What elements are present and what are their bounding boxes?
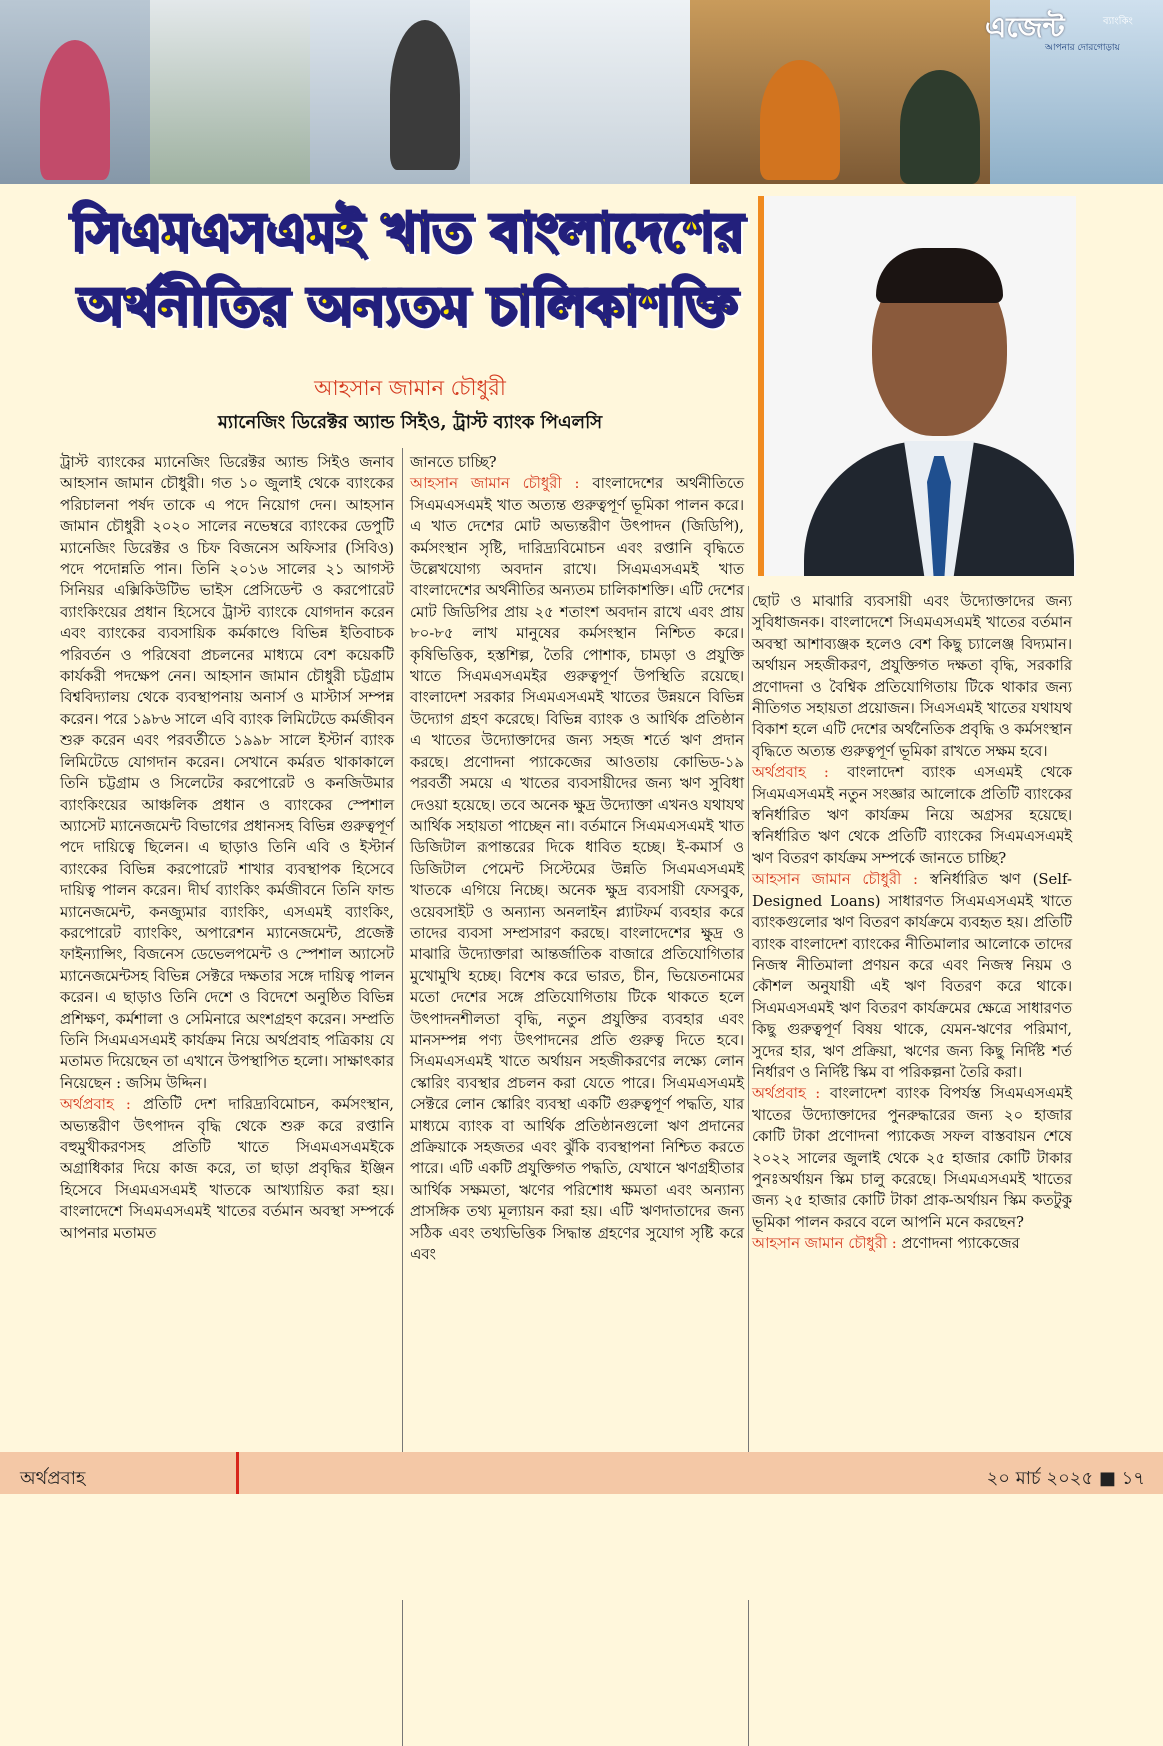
logo-sub: ব্যাংকিং [1103,16,1133,27]
question-text: প্রতিটি দেশ দারিদ্র্যবিমোচন, কর্মসংস্থান, অভ্যন্তরীণ উৎপাদন বৃদ্ধি থেকে শুরু করে রপ্তানি বহুমুখীকরণসহ প্রতিটি খাতে সিএমএসএমইকে অগ্রাধিকার দিয়ে কাজ করে, তা ছাড়া প্রবৃদ্ধির ইঞ্জিন হিসেবে সিএমএসএমই খাতকে আখ্যায়িত করা হয়। বাংলাদেশে সিএমএসএমই খাতের বর্তমান অবস্থা সম্পর্কে আপনার মতামত [60,1096,394,1242]
question-label: অর্থপ্রবাহ : [752,764,829,782]
footer-publication: অর্থপ্রবাহ [20,1468,86,1489]
question-text: বাংলাদেশ ব্যাংক বিপর্যস্ত সিএমএসএমই খাতের উদ্যোক্তাদের পুনরুদ্ধারের জন্য ২০ হাজার কোটি টাকা প্রণোদনা প্যাকেজ সফল বাস্তবায়ন শেষে ২০২২ সালের জুলাই থেকে ২৫ হাজার কোটি টাকার পুনঃঅর্থায়ন স্কিম চালু করেছে। সিএমএসএমই খাতের জন্য ২৫ হাজার কোটি টাকা প্রাক-অর্থায়ন স্কিম কতটুকু ভূমিকা পালন করবে বলে আপনি মনে করছেন? [752,1085,1072,1231]
question-label: অর্থপ্রবাহ : [60,1096,131,1114]
author-designation: ম্যানেজিং ডিরেক্টর অ্যান্ড সিইও, ট্রাস্ট ব্যাংক পিএলসি [217,412,603,433]
footer-blank [0,1494,1163,1600]
banner-figure [760,60,840,180]
question-1 [60,1094,394,1244]
question-2 [752,762,1072,869]
footer-date-page: ২০ মার্চ ২০২৫ ■ ১৭ [986,1468,1145,1489]
answer-2 [752,869,1072,1083]
headline-line-2: অর্থনীতির অন্যতম চালিকাশক্তি [77,276,737,337]
article-column-2 [410,452,744,1265]
question-text: বাংলাদেশ ব্যাংক এসএমই থেকে সিএমএসএমই নতুন সংজ্ঞার আলোকে প্রতিটি ব্যাংকের স্বনির্ধারিত ঋণ কার্যক্রম নিয়ে অগ্রসর হয়েছে। স্বনির্ধারিত ঋণ থেকে প্রতিটি ব্যাংকের সিএমএসএমই ঋণ বিতরণ কার্যক্রম সম্পর্কে জানতে চাচ্ছি? [752,764,1072,867]
answer-text: স্বনির্ধারিত ঋণ (Self-Designed Loans) সাধারণত সিএমএসএমই খাতে ব্যাংকগুলোর ঋণ বিতরণ কার্যক্রমে ব্যবহৃত হয়। প্রতিটি ব্যাংক বাংলাদেশ ব্যাংকের নীতিমালার আলোকে তাদের নিজস্ব নীতিমালা প্রণয়ন করে এবং নিজস্ব নিয়ম ও কৌশল অনুযায়ী এই ঋণ বিতরণ করে থাকে। সিএমএসএমই ঋণ বিতরণ কার্যক্রমের ক্ষেত্রে সাধারণত কিছু গুরুত্বপূর্ণ বিষয় থাকে, যেমন-ঋণের পরিমাণ, সুদের হার, ঋণ প্রক্রিয়া, ঋণের জন্য কিছু নির্দিষ্ট শর্ত নির্ধারণ ও নির্দিষ্ট স্কিম বা পরিকল্পনা তৈরি করা। [752,871,1072,1081]
agent-banking-logo [985,6,1155,53]
banner-card-terminal-photo [470,0,690,184]
question-1-end: জানতে চাচ্ছি? [410,454,497,471]
banner-image [0,0,1163,184]
logo-text: এজেন্ট [985,11,1065,44]
banner-figure [40,40,110,180]
question-label: অর্থপ্রবাহ : [752,1085,821,1103]
article-headline [62,196,752,344]
banner-figure [390,20,460,170]
answer-1 [410,473,744,1265]
answer-label: আহসান জামান চৌধুরী : [752,1235,897,1253]
answer-text: বাংলাদেশের অর্থনীতিতে সিএমএসএমই খাত অত্যন্ত গুরুত্বপূর্ণ ভূমিকা পালন করে। এ খাত দেশের মোট অভ্যন্তরীণ উৎপাদন (জিডিপি), কর্মসংস্থান সৃষ্টি, দারিদ্র্যবিমোচন এবং রপ্তানি বৃদ্ধিতে উল্লেখযোগ্য অবদান রাখে। সিএমএসএমই খাত বাংলাদেশের অর্থনীতির অন্যতম চালিকাশক্তি। এটি দেশের মোট জিডিপির প্রায় ২৫ শতাংশ অবদান রাখে এবং প্রায় ৮০-৮৫ লাখ মানুষের কর্মসংস্থান নিশ্চিত করে। কৃষিভিত্তিক, হস্তশিল্প, তৈরি পোশাক, চামড়া ও প্রযুক্তি খাতে সিএমএসএমইর গুরুত্বপূর্ণ উপস্থিতি রয়েছে। বাংলাদেশ সরকার সিএমএসএমই খাতের উন্নয়নে বিভিন্ন উদ্যোগ গ্রহণ করেছে। বিভিন্ন ব্যাংক ও আর্থিক প্রতিষ্ঠান এ খাতের উদ্যোক্তাদের জন্য সহজ শর্তে ঋণ প্রদান করছে। প্রণোদনা প্যাকেজের আওতায় কোভিড-১৯ পরবর্তী সময়ে এ খাতের ব্যবসায়ীদের জন্য ঋণ সুবিধা দেওয়া হয়েছে। তবে অনেক ক্ষুদ্র উদ্যোক্তা এখনও যথাযথ আর্থিক সহায়তা পাচ্ছেন না। বর্তমানে সিএমএসএমই খাত ডিজিটাল রূপান্তরের দিকে ধাবিত হচ্ছে। ই-কমার্স ও ডিজিটাল পেমেন্ট সিস্টেমের উন্নতি সিএমএসএমই খাতকে এগিয়ে নিচ্ছে। অনেক ক্ষুদ্র ব্যবসায়ী ফেসবুক, ওয়েবসাইট ও অন্যান্য অনলাইন প্ল্যাটফর্ম ব্যবহার করে তাদের ব্যবসা সম্প্রসারণ করছে। বাংলাদেশের ক্ষুদ্র ও মাঝারি উদ্যোক্তারা আন্তর্জাতিক বাজারে প্রতিযোগিতার মুখোমুখি হচ্ছে। বিশেষ করে ভারত, চীন, ভিয়েতনামের মতো দেশের সঙ্গে প্রতিযোগিতায় টিকে থাকতে হলে উৎপাদনশীলতা বৃদ্ধি, নতুন প্রযুক্তির ব্যবহার এবং মানসম্পন্ন পণ্য উৎপাদনের প্রতি গুরুত্ব দিতে হবে। সিএমএসএমই খাতে অর্থায়ন সহজীকরণের লক্ষ্যে লোন স্কোরিং ব্যবস্থার প্রচলন করা যেতে পারে। সিএমএসএমই সেক্টরে লোন স্কোরিং ব্যবস্থা একটি গুরুত্বপূর্ণ পদ্ধতি, যার মাধ্যমে ব্যাংক বা আর্থিক প্রতিষ্ঠানগুলো ঋণ প্রদানের প্রক্রিয়াকে সহজতর এবং ঝুঁকি ব্যবস্থাপনা নিশ্চিত করতে পারে। এটি একটি প্রযুক্তিগত পদ্ধতি, যেখানে ঋণগ্রহীতার আর্থিক সক্ষমতা, ঋণের পরিশোধ ক্ষমতা এবং অন্যান্য প্রাসঙ্গিক তথ্য মূল্যায়ন করা হয়। এটি ঋণদাতাদের জন্য সঠিক এবং তথ্যভিত্তিক সিদ্ধান্ত গ্রহণের সুযোগ সৃষ্টি করে এবং [410,475,744,1264]
article-column-3 [752,591,1072,1255]
answer-1-continued: ছোট ও মাঝারি ব্যবসায়ী এবং উদ্যোক্তাদের জন্য সুবিধাজনক। বাংলাদেশে সিএমএসএমই খাতের বর্তমান অবস্থা আশাব্যঞ্জক হলেও বেশ কিছু চ্যালেঞ্জ বিদ্যমান। অর্থায়ন সহজীকরণ, প্রযুক্তিগত দক্ষতা বৃদ্ধি, সরকারি প্রণোদনা ও বৈশ্বিক প্রতিযোগিতায় টিকে থাকার জন্য নীতিগত সহায়তা প্রয়োজন। সিএসএমই খাতের যথাযথ বিকাশ হলে এটি দেশের অর্থনৈতিক প্রবৃদ্ধি ও কর্মসংস্থান বৃদ্ধিতে অত্যন্ত গুরুত্বপূর্ণ ভূমিকা রাখতে সক্ষম হবে। [752,593,1072,760]
banner-figure [900,70,980,184]
author-name: আহসান জামান চৌধুরী [314,376,506,400]
intro-paragraph: ট্রাস্ট ব্যাংকের ম্যানেজিং ডিরেক্টর অ্যান্ড সিইও জনাব আহসান জামান চৌধুরী। গত ১০ জুলাই থেকে ব্যাংকের পরিচালনা পর্ষদ তাকে এ পদে নিয়োগ দেন। আহসান জামান চৌধুরী ২০২০ সালের নভেম্বরে ব্যাংকের ডেপুটি ম্যানেজিং ডিরেক্টর ও চিফ বিজনেস অফিসার (সিবিও) পদে পদোন্নতি পান। তিনি ২০১৬ সালের ২১ আগস্ট সিনিয়র এক্সিকিউটিভ ভাইস প্রেসিডেন্ট ও করপোরেট ব্যাংকিংয়ের প্রধান হিসেবে ট্রাস্ট ব্যাংকে যোগদান করেন এবং ব্যাংকের ব্যবসায়িক কর্মকাণ্ডে বিভিন্ন ইতিবাচক পরিবর্তন ও পরিষেবা প্রচলনের মাধ্যমে বেশ কয়েকটি কার্যকরী পদক্ষেপ নেন। আহসান জামান চৌধুরী চট্টগ্রাম বিশ্ববিদ্যালয় থেকে ব্যবস্থাপনায় অনার্স ও মাস্টার্স সম্পন্ন করেন। পরে ১৯৮৬ সালে এবি ব্যাংক লিমিটেডে কর্মজীবন শুরু করেন এবং পরবর্তীতে ১৯৯৮ সালে ইস্টার্ন ব্যাংক লিমিটেডে যোগদান করেন। সেখানে কর্মরত থাকাকালে তিনি চট্টগ্রাম ও সিলেটের করপোরেট ও কনজিউমার ব্যাংকিংয়ের আঞ্চলিক প্রধান ও ব্যাংকের স্পেশাল অ্যাসেট ম্যানেজমেন্ট বিভাগের প্রধানসহ বিভিন্ন গুরুত্বপূর্ণ পদে দায়িত্বে ছিলেন। এ ছাড়াও তিনি এবি ও ইস্টার্ন ব্যাংকের বিভিন্ন করপোরেট শাখার ব্যবস্থাপক হিসেবে দায়িত্ব পালন করেন। দীর্ঘ ব্যাংকিং কর্মজীবনে তিনি ফান্ড ম্যানেজমেন্ট, কনজ্যুমার ব্যাংকিং, এসএমই ব্যাংকিং, করপোরেট ব্যাংকিং, অপারেশন ম্যানেজমেন্ট, প্রজেক্ট ফাইন্যান্সিং, বিজনেস ডেভেলপমেন্ট ও স্পেশাল অ্যাসেট ম্যানেজমেন্টসহ বিভিন্ন সেক্টরে দক্ষতার সঙ্গে দায়িত্ব পালন করেন। এ ছাড়াও তিনি দেশে ও বিদেশে অনুষ্ঠিত বিভিন্ন প্রশিক্ষণ, কর্মশালা ও সেমিনারে অংশগ্রহণ করেন। সম্প্রতি তিনি সিএমএসএমই কার্যক্রম নিয়ে অর্থপ্রবাহ পত্রিকায় যে মতামত দিয়েছেন তা এখানে উপস্থাপিত হলো। সাক্ষাৎকার নিয়েছেন : জসিম উদ্দিন। [60,454,395,1092]
answer-3 [752,1233,1072,1254]
logo-tagline: আপনার দোরগোড়ায় [1045,43,1120,53]
author-portrait [758,196,1076,576]
answer-text: প্রণোদনা প্যাকেজের [901,1235,1020,1253]
answer-label: আহসান জামান চৌধুরী : [410,475,580,493]
headline-line-1: সিএমএসএমই খাত বাংলাদেশের [70,202,744,263]
question-3 [752,1083,1072,1233]
answer-label: আহসান জামান চৌধুরী : [752,871,918,889]
banner-money-photo [150,0,310,184]
